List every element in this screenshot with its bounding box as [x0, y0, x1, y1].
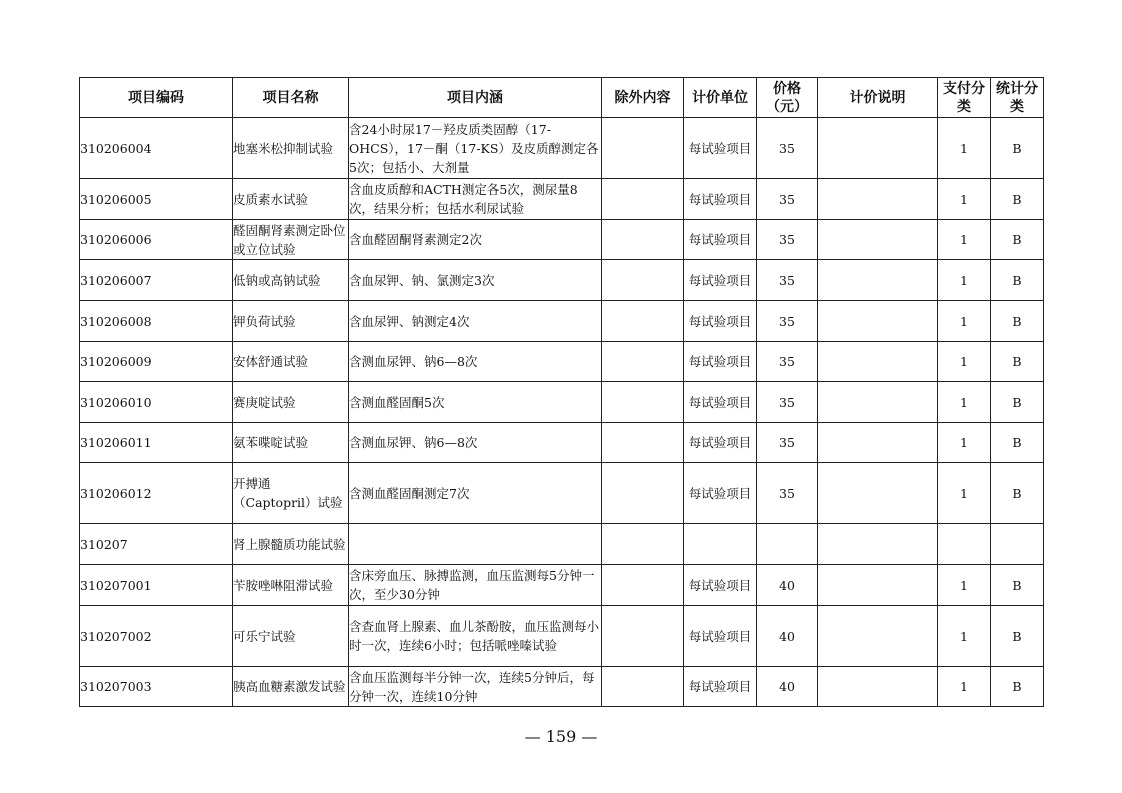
cell-code: 310207002	[80, 606, 233, 667]
cell-code: 310206012	[80, 463, 233, 524]
fee-table	[79, 77, 1044, 707]
cell-price: 35	[757, 423, 818, 463]
header-name: 项目名称	[233, 78, 349, 118]
cell-note	[818, 423, 938, 463]
cell-content: 含床旁血压、脉搏监测，血压监测每5分钟一次，至少30分钟	[349, 565, 602, 606]
cell-stat: B	[991, 220, 1044, 260]
header-pay: 支付分类	[938, 78, 991, 118]
cell-name: 开搏通（Captopril）试验	[233, 463, 349, 524]
cell-code: 310206005	[80, 179, 233, 220]
cell-stat: B	[991, 260, 1044, 301]
header-unit: 计价单位	[684, 78, 757, 118]
cell-pay: 1	[938, 260, 991, 301]
cell-pay: 1	[938, 606, 991, 667]
cell-note	[818, 260, 938, 301]
cell-name: 安体舒通试验	[233, 342, 349, 382]
cell-note	[818, 342, 938, 382]
cell-content: 含血尿钾、钠测定4次	[349, 301, 602, 342]
table-row	[80, 382, 1044, 423]
cell-stat	[991, 524, 1044, 565]
cell-note	[818, 463, 938, 524]
table-row	[80, 118, 1044, 179]
cell-pay	[938, 524, 991, 565]
cell-code: 310206010	[80, 382, 233, 423]
cell-excluded	[602, 565, 684, 606]
cell-excluded	[602, 606, 684, 667]
cell-note	[818, 606, 938, 667]
cell-excluded	[602, 382, 684, 423]
cell-code: 310206007	[80, 260, 233, 301]
cell-name: 苄胺唑啉阻滞试验	[233, 565, 349, 606]
cell-pay: 1	[938, 179, 991, 220]
cell-price	[757, 524, 818, 565]
cell-note	[818, 524, 938, 565]
cell-unit: 每试验项目	[684, 423, 757, 463]
cell-content: 含血皮质醇和ACTH测定各5次，测尿量8次，结果分析；包括水利尿试验	[349, 179, 602, 220]
table-row	[80, 463, 1044, 524]
cell-excluded	[602, 220, 684, 260]
table-row	[80, 260, 1044, 301]
cell-code: 310206011	[80, 423, 233, 463]
cell-content: 含血压监测每半分钟一次，连续5分钟后，每分钟一次，连续10分钟	[349, 667, 602, 707]
cell-stat: B	[991, 342, 1044, 382]
cell-content	[349, 524, 602, 565]
cell-content: 含血尿钾、钠、氯测定3次	[349, 260, 602, 301]
cell-code: 310206006	[80, 220, 233, 260]
cell-pay: 1	[938, 220, 991, 260]
cell-excluded	[602, 423, 684, 463]
cell-content: 含测血醛固酮测定7次	[349, 463, 602, 524]
cell-note	[818, 220, 938, 260]
cell-note	[818, 667, 938, 707]
cell-unit: 每试验项目	[684, 301, 757, 342]
cell-code: 310206008	[80, 301, 233, 342]
cell-unit: 每试验项目	[684, 260, 757, 301]
cell-excluded	[602, 179, 684, 220]
table-row	[80, 179, 1044, 220]
cell-note	[818, 118, 938, 179]
table-row	[80, 606, 1044, 667]
cell-name: 醛固酮肾素测定卧位或立位试验	[233, 220, 349, 260]
cell-content: 含测血醛固酮5次	[349, 382, 602, 423]
cell-name: 可乐宁试验	[233, 606, 349, 667]
cell-price: 35	[757, 382, 818, 423]
cell-stat: B	[991, 423, 1044, 463]
cell-content: 含血醛固酮肾素测定2次	[349, 220, 602, 260]
cell-name: 地塞米松抑制试验	[233, 118, 349, 179]
cell-content: 含测血尿钾、钠6—8次	[349, 342, 602, 382]
cell-excluded	[602, 301, 684, 342]
cell-price: 35	[757, 260, 818, 301]
cell-excluded	[602, 342, 684, 382]
cell-unit: 每试验项目	[684, 667, 757, 707]
cell-unit: 每试验项目	[684, 463, 757, 524]
cell-code: 310207001	[80, 565, 233, 606]
cell-pay: 1	[938, 565, 991, 606]
cell-pay: 1	[938, 118, 991, 179]
cell-price: 35	[757, 179, 818, 220]
cell-price: 40	[757, 667, 818, 707]
cell-name: 皮质素水试验	[233, 179, 349, 220]
table-row	[80, 342, 1044, 382]
cell-content: 含查血肾上腺素、血儿茶酚胺，血压监测每小时一次，连续6小时；包括哌唑嗪试验	[349, 606, 602, 667]
cell-content: 含24小时尿17－羟皮质类固醇（17-OHCS），17－酮（17-KS）及皮质醇测定各5次；包括小、大剂量	[349, 118, 602, 179]
cell-excluded	[602, 524, 684, 565]
cell-code: 310206009	[80, 342, 233, 382]
cell-price: 35	[757, 118, 818, 179]
cell-code: 310207003	[80, 667, 233, 707]
cell-stat: B	[991, 463, 1044, 524]
cell-price: 35	[757, 463, 818, 524]
cell-stat: B	[991, 118, 1044, 179]
cell-excluded	[602, 260, 684, 301]
table-row	[80, 667, 1044, 707]
cell-unit: 每试验项目	[684, 565, 757, 606]
cell-price: 35	[757, 301, 818, 342]
cell-price: 40	[757, 565, 818, 606]
table-row	[80, 301, 1044, 342]
header-code: 项目编码	[80, 78, 233, 118]
cell-stat: B	[991, 382, 1044, 423]
page-number: — 159 —	[524, 727, 598, 746]
header-note: 计价说明	[818, 78, 938, 118]
cell-stat: B	[991, 606, 1044, 667]
cell-name: 赛庚啶试验	[233, 382, 349, 423]
cell-pay: 1	[938, 463, 991, 524]
header-excluded: 除外内容	[602, 78, 684, 118]
table-row	[80, 524, 1044, 565]
cell-note	[818, 382, 938, 423]
cell-name: 氨苯喋啶试验	[233, 423, 349, 463]
cell-price: 35	[757, 220, 818, 260]
cell-unit: 每试验项目	[684, 382, 757, 423]
cell-code: 310206004	[80, 118, 233, 179]
cell-note	[818, 565, 938, 606]
cell-stat: B	[991, 179, 1044, 220]
cell-unit: 每试验项目	[684, 220, 757, 260]
table-row	[80, 565, 1044, 606]
cell-content: 含测血尿钾、钠6—8次	[349, 423, 602, 463]
cell-name: 胰高血糖素激发试验	[233, 667, 349, 707]
cell-price: 35	[757, 342, 818, 382]
cell-excluded	[602, 463, 684, 524]
header-stat: 统计分类	[991, 78, 1044, 118]
cell-excluded	[602, 667, 684, 707]
cell-note	[818, 301, 938, 342]
cell-unit: 每试验项目	[684, 118, 757, 179]
header-row	[80, 78, 1044, 118]
cell-price: 40	[757, 606, 818, 667]
cell-pay: 1	[938, 342, 991, 382]
cell-unit	[684, 524, 757, 565]
table-row	[80, 220, 1044, 260]
cell-pay: 1	[938, 423, 991, 463]
table-row	[80, 423, 1044, 463]
header-content: 项目内涵	[349, 78, 602, 118]
cell-stat: B	[991, 667, 1044, 707]
cell-stat: B	[991, 565, 1044, 606]
cell-note	[818, 179, 938, 220]
cell-stat: B	[991, 301, 1044, 342]
cell-name: 钾负荷试验	[233, 301, 349, 342]
cell-name: 低钠或高钠试验	[233, 260, 349, 301]
cell-pay: 1	[938, 667, 991, 707]
cell-name: 肾上腺髓质功能试验	[233, 524, 349, 565]
cell-excluded	[602, 118, 684, 179]
cell-unit: 每试验项目	[684, 342, 757, 382]
cell-unit: 每试验项目	[684, 179, 757, 220]
cell-code: 310207	[80, 524, 233, 565]
header-price: 价格（元）	[757, 78, 818, 118]
cell-pay: 1	[938, 301, 991, 342]
cell-pay: 1	[938, 382, 991, 423]
cell-unit: 每试验项目	[684, 606, 757, 667]
